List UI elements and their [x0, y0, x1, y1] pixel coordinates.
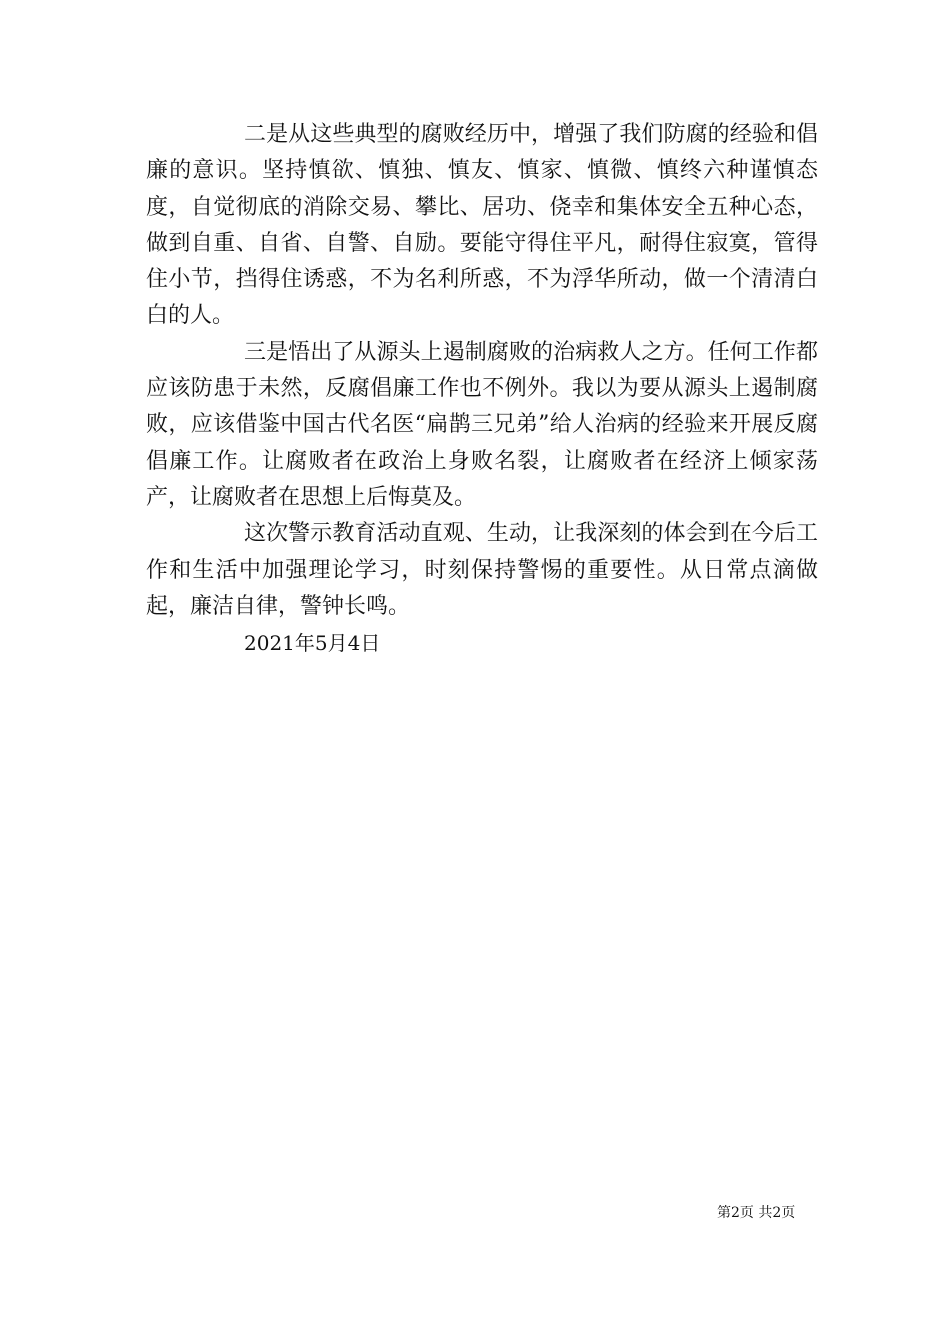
paragraph-lessons-learned: 二是从这些典型的腐败经历中，增强了我们防腐的经验和倡廉的意识。坚持慎欲、慎独、慎友、慎家、慎微、慎终六种谨慎态度，自觉彻底的消除交易、攀比、居功、侥幸和集体安全五种心态，做到自重、自省、自警、自励。要能守得住平凡，耐得住寂寞，管得住小节，挡得住诱惑，不为名利所惑，不为浮华所动，做一个清清白白的人。 — [146, 122, 818, 329]
paragraph-conclusion: 这次警示教育活动直观、生动，让我深刻的体会到在今后工作和生活中加强理论学习，时刻保持警惕的重要性。从日常点滴做起，廉洁自律，警钟长鸣。 — [146, 521, 818, 619]
document-body — [146, 117, 818, 661]
page-footer: 第2页 共2页 — [717, 1205, 796, 1221]
paragraph-prevention-method: 三是悟出了从源头上遏制腐败的治病救人之方。任何工作都应该防患于未然，反腐倡廉工作也不例外。我以为要从源头上遏制腐败，应该借鉴中国古代名医“扁鹊三兄弟”给人治病的经验来开展反腐倡廉工作。让腐败者在政治上身败名裂，让腐败者在经济上倾家荡产，让腐败者在思想上后悔莫及。 — [146, 339, 818, 510]
document-date: 2021年5月4日 — [244, 631, 381, 656]
